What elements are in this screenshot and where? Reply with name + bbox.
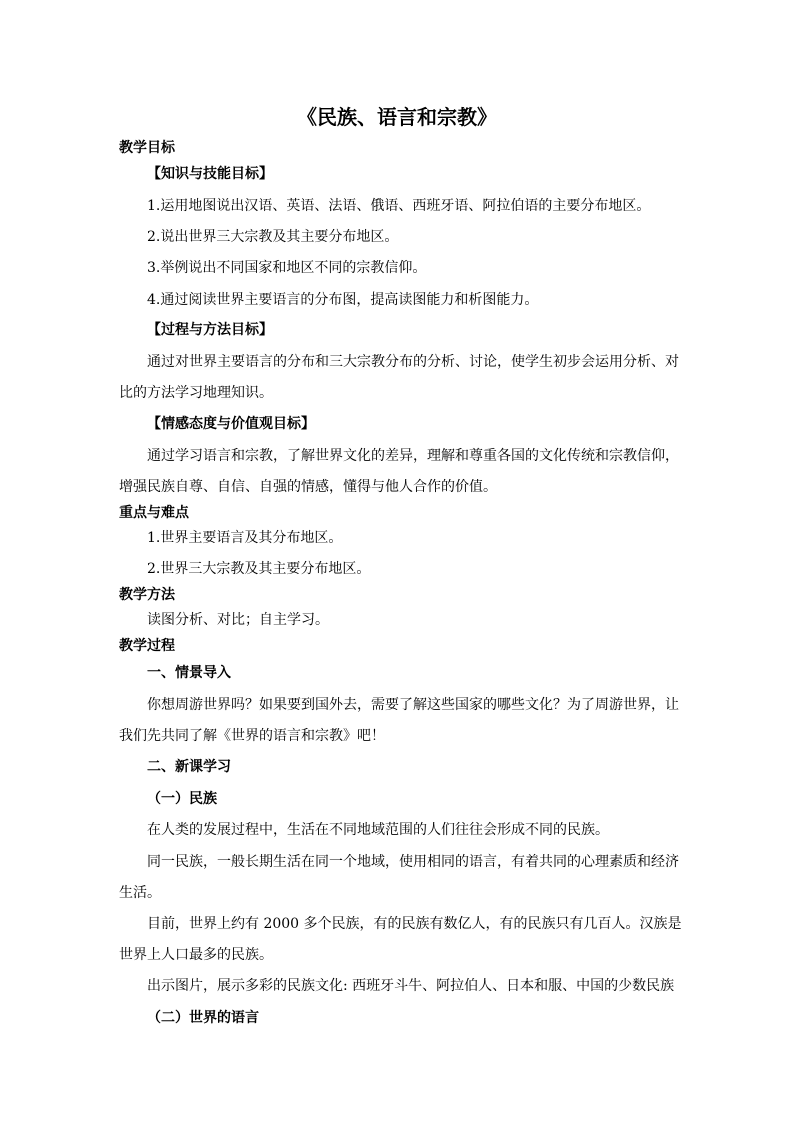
ethnic-paragraph-1: 在人类的发展过程中，生活在不同地域范围的人们往往会形成不同的民族。	[147, 822, 609, 838]
ethnic-paragraph-2-line-1: 同一民族，一般长期生活在同一个地域，使用相同的语言，有着共同的心理素质和经济	[147, 854, 679, 870]
methods-text: 读图分析、对比；自主学习。	[147, 612, 329, 628]
subheading-world-languages: （二）世界的语言	[147, 1010, 259, 1026]
ethnic-paragraph-3-line-1: 目前，世界上约有 2000 多个民族，有的民族有数亿人，有的民族只有几百人。汉族是	[147, 916, 682, 932]
goal-item-1: 1.运用地图说出汉语、英语、法语、俄语、西班牙语、阿拉伯语的主要分布地区。	[147, 198, 651, 214]
section-heading-key-points: 重点与难点	[119, 505, 189, 521]
process-paragraph-line-1: 通过对世界主要语言的分布和三大宗教分布的分析、讨论，使学生初步会运用分析、对	[147, 354, 679, 370]
attitude-paragraph-line-1: 通过学习语言和宗教，了解世界文化的差异，理解和尊重各国的文化传统和宗教信仰，	[147, 448, 679, 464]
section-heading-process: 教学过程	[119, 638, 175, 654]
subheading-attitude-values: 【情感态度与价值观目标】	[147, 416, 315, 432]
subheading-ethnic-groups: （一）民族	[147, 791, 217, 807]
subheading-knowledge-skills: 【知识与技能目标】	[147, 166, 273, 182]
goal-item-2: 2.说出世界三大宗教及其主要分布地区。	[147, 229, 399, 245]
attitude-paragraph-line-2: 增强民族自尊、自信、自强的情感，懂得与他人合作的价值。	[119, 479, 497, 495]
ethnic-paragraph-2-line-2: 生活。	[119, 885, 161, 901]
document-title: 《民族、语言和宗教》	[297, 105, 497, 129]
key-point-2: 2.世界三大宗教及其主要分布地区。	[147, 561, 371, 577]
part-heading-new-lesson: 二、新课学习	[147, 759, 231, 775]
key-point-1: 1.世界主要语言及其分布地区。	[147, 530, 343, 546]
part-heading-introduction: 一、情景导入	[147, 665, 231, 681]
section-heading-methods: 教学方法	[119, 587, 175, 603]
ethnic-paragraph-4: 出示图片，展示多彩的民族文化: 西班牙斗牛、阿拉伯人、日本和服、中国的少数民族	[147, 978, 675, 994]
goal-item-4: 4.通过阅读世界主要语言的分布图，提高读图能力和析图能力。	[147, 292, 539, 308]
section-heading-goals: 教学目标	[119, 140, 175, 156]
ethnic-paragraph-3-line-2: 世界上人口最多的民族。	[119, 947, 273, 963]
process-paragraph-line-2: 比的方法学习地理知识。	[119, 385, 273, 401]
intro-paragraph-line-2: 我们先共同了解《世界的语言和宗教》吧！	[119, 728, 385, 744]
intro-paragraph-line-1: 你想周游世界吗？如果要到国外去，需要了解这些国家的哪些文化？为了周游世界，让	[147, 697, 679, 713]
goal-item-3: 3.举例说出不同国家和地区不同的宗教信仰。	[147, 260, 427, 276]
subheading-process-method: 【过程与方法目标】	[147, 322, 273, 338]
